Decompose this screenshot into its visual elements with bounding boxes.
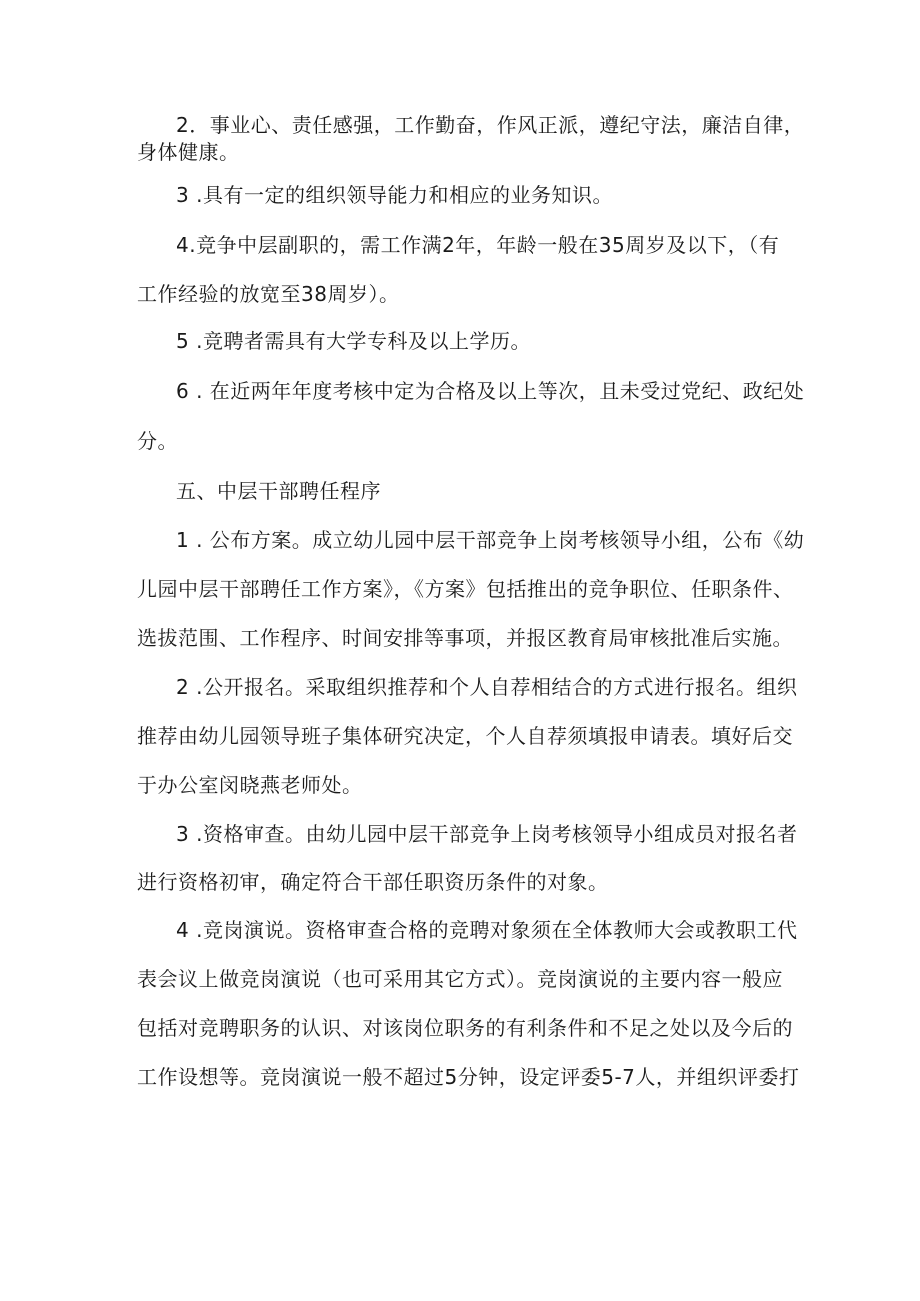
text-line: 2 .公开报名。采取组织推荐和个人自荐相结合的方式进行报名。组织 (176, 675, 798, 699)
text-line: 儿园中层干部聘任工作方案》，《方案》包括推出的竞争职位、任职条件、 (137, 577, 794, 601)
text-line: 5 .竞聘者需具有大学专科及以上学历。 (176, 329, 531, 353)
text-line: 包括对竞聘职务的认识、对该岗位职务的有利条件和不足之处以及今后的 (137, 1016, 793, 1040)
text-line: 4.竞争中层副职的，需工作满2年，年龄一般在35周岁及以下，（有 (176, 233, 780, 257)
text-line: 工作经验的放宽至38周岁）。 (137, 282, 400, 306)
section-heading: 五、中层干部聘任程序 (176, 479, 381, 503)
text-line: 6 . 在近两年年度考核中定为合格及以上等次，且未受过党纪、政纪处 (176, 379, 805, 403)
text-line: 3 .资格审查。由幼儿园中层干部竞争上岗考核领导小组成员对报名者 (176, 822, 798, 846)
text-line: 2．事业心、责任感强，工作勤奋，作风正派，遵纪守法，廉洁自律， (176, 113, 805, 137)
text-line: 4 .竞岗演说。资格审查合格的竞聘对象须在全体教师大会或教职工代 (176, 918, 798, 942)
text-line: 选拔范围、工作程序、时间安排等事项，并报区教育局审核批准后实施。 (137, 626, 793, 650)
text-line: 于办公室闵晓燕老师处。 (137, 773, 363, 797)
text-line: 进行资格初审，确定符合干部任职资历条件的对象。 (137, 870, 609, 894)
text-line: 表会议上做竞岗演说（也可采用其它方式）。竞岗演说的主要内容一般应 (137, 967, 783, 991)
text-line: 分。 (137, 429, 178, 453)
text-line: 1 . 公布方案。成立幼儿园中层干部竞争上岗考核领导小组，公布《幼 (176, 528, 805, 552)
text-line: 推荐由幼儿园领导班子集体研究决定，个人自荐须填报申请表。填好后交 (137, 724, 793, 748)
text-line: 身体健康。 (137, 140, 240, 164)
text-line: 3 .具有一定的组织领导能力和相应的业务知识。 (176, 183, 613, 207)
text-line: 工作设想等。竞岗演说一般不超过5分钟，设定评委5-7人，并组织评委打 (137, 1065, 800, 1089)
